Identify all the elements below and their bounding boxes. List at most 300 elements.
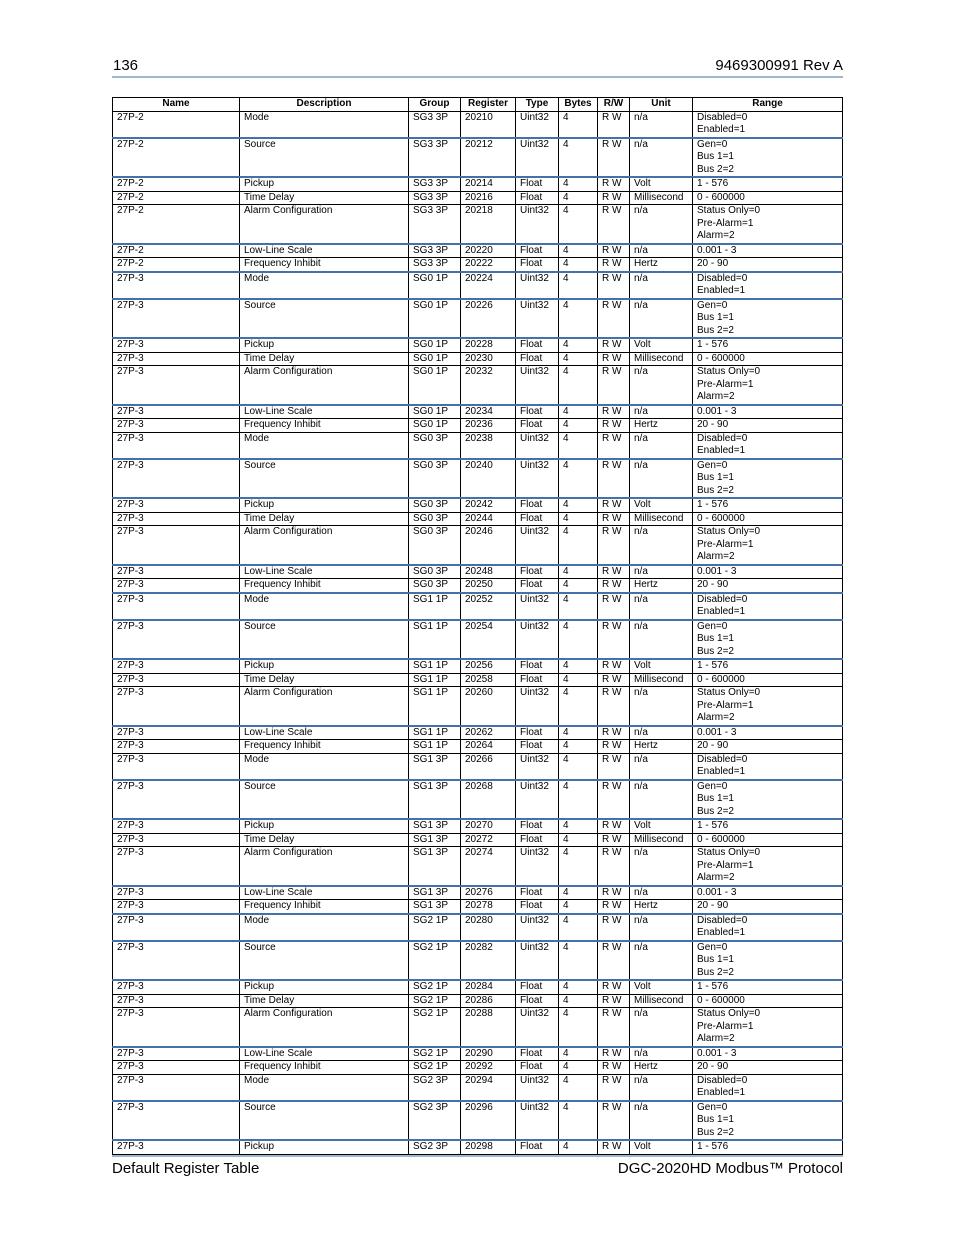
cell-range: Status Only=0 Pre-Alarm=1 Alarm=2 (693, 526, 843, 565)
column-header: Bytes (559, 98, 598, 112)
cell-group: SG2 1P (409, 980, 461, 994)
cell-range: 20 - 90 (693, 258, 843, 272)
cell-register: 20252 (461, 593, 516, 620)
cell-group: SG2 1P (409, 941, 461, 981)
cell-name: 27P-3 (113, 338, 240, 352)
table-row (113, 366, 843, 405)
cell-bytes: 4 (559, 205, 598, 244)
cell-register: 20274 (461, 847, 516, 886)
cell-name: 27P-3 (113, 914, 240, 941)
cell-rw: R W (598, 1074, 630, 1101)
cell-bytes: 4 (559, 994, 598, 1008)
cell-register: 20240 (461, 459, 516, 499)
cell-bytes: 4 (559, 753, 598, 780)
cell-register: 20226 (461, 299, 516, 339)
cell-bytes: 4 (559, 740, 598, 754)
cell-type: Float (516, 726, 559, 740)
cell-register: 20270 (461, 819, 516, 833)
cell-type: Float (516, 1140, 559, 1154)
cell-type: Uint32 (516, 687, 559, 726)
cell-range: 0.001 - 3 (693, 244, 843, 258)
cell-range: Status Only=0 Pre-Alarm=1 Alarm=2 (693, 1008, 843, 1047)
cell-name: 27P-3 (113, 565, 240, 579)
table-row (113, 405, 843, 419)
cell-group: SG1 3P (409, 847, 461, 886)
cell-range: Gen=0 Bus 1=1 Bus 2=2 (693, 941, 843, 981)
cell-type: Float (516, 579, 559, 593)
page-number: 136 (113, 57, 139, 74)
cell-bytes: 4 (559, 579, 598, 593)
cell-description: Mode (240, 432, 409, 459)
table-row (113, 740, 843, 754)
cell-unit: Volt (630, 659, 693, 673)
cell-name: 27P-3 (113, 512, 240, 526)
cell-unit: n/a (630, 1101, 693, 1141)
cell-group: SG0 3P (409, 512, 461, 526)
cell-rw: R W (598, 740, 630, 754)
cell-bytes: 4 (559, 111, 598, 138)
cell-rw: R W (598, 1008, 630, 1047)
table-row (113, 565, 843, 579)
cell-range: 1 - 576 (693, 659, 843, 673)
cell-description: Low-Line Scale (240, 565, 409, 579)
cell-register: 20262 (461, 726, 516, 740)
cell-register: 20246 (461, 526, 516, 565)
cell-unit: n/a (630, 459, 693, 499)
cell-register: 20282 (461, 941, 516, 981)
table-row (113, 819, 843, 833)
table-header-row (113, 98, 843, 112)
cell-description: Time Delay (240, 994, 409, 1008)
cell-group: SG1 3P (409, 819, 461, 833)
cell-unit: n/a (630, 111, 693, 138)
cell-unit: n/a (630, 1074, 693, 1101)
cell-name: 27P-2 (113, 177, 240, 191)
table-row (113, 205, 843, 244)
cell-group: SG2 1P (409, 914, 461, 941)
cell-unit: n/a (630, 244, 693, 258)
cell-rw: R W (598, 366, 630, 405)
cell-description: Frequency Inhibit (240, 1061, 409, 1075)
cell-description: Alarm Configuration (240, 205, 409, 244)
cell-range: Disabled=0 Enabled=1 (693, 272, 843, 299)
cell-register: 20276 (461, 886, 516, 900)
cell-group: SG0 1P (409, 299, 461, 339)
cell-unit: n/a (630, 726, 693, 740)
cell-range: 0 - 600000 (693, 191, 843, 205)
cell-register: 20238 (461, 432, 516, 459)
cell-description: Frequency Inhibit (240, 419, 409, 433)
cell-description: Pickup (240, 177, 409, 191)
cell-group: SG0 1P (409, 272, 461, 299)
cell-register: 20242 (461, 498, 516, 512)
cell-bytes: 4 (559, 352, 598, 366)
cell-register: 20232 (461, 366, 516, 405)
cell-description: Mode (240, 272, 409, 299)
table-row (113, 299, 843, 339)
cell-range: 20 - 90 (693, 1061, 843, 1075)
cell-description: Low-Line Scale (240, 1047, 409, 1061)
cell-unit: n/a (630, 593, 693, 620)
cell-rw: R W (598, 1061, 630, 1075)
cell-group: SG2 3P (409, 1074, 461, 1101)
cell-rw: R W (598, 459, 630, 499)
cell-unit: Millisecond (630, 191, 693, 205)
cell-name: 27P-2 (113, 191, 240, 205)
cell-group: SG3 3P (409, 258, 461, 272)
cell-group: SG0 1P (409, 366, 461, 405)
cell-range: 20 - 90 (693, 740, 843, 754)
cell-bytes: 4 (559, 512, 598, 526)
cell-description: Low-Line Scale (240, 726, 409, 740)
cell-unit: n/a (630, 1008, 693, 1047)
cell-description: Alarm Configuration (240, 687, 409, 726)
table-row (113, 1101, 843, 1141)
cell-group: SG1 1P (409, 673, 461, 687)
cell-type: Uint32 (516, 299, 559, 339)
cell-name: 27P-3 (113, 579, 240, 593)
column-header: Description (240, 98, 409, 112)
cell-bytes: 4 (559, 941, 598, 981)
cell-rw: R W (598, 780, 630, 820)
cell-type: Float (516, 659, 559, 673)
cell-description: Source (240, 138, 409, 178)
cell-description: Frequency Inhibit (240, 900, 409, 914)
cell-description: Source (240, 459, 409, 499)
cell-bytes: 4 (559, 366, 598, 405)
cell-register: 20278 (461, 900, 516, 914)
cell-name: 27P-3 (113, 900, 240, 914)
cell-bytes: 4 (559, 833, 598, 847)
cell-range: Status Only=0 Pre-Alarm=1 Alarm=2 (693, 687, 843, 726)
table-row (113, 419, 843, 433)
cell-unit: n/a (630, 432, 693, 459)
cell-name: 27P-3 (113, 687, 240, 726)
cell-type: Float (516, 177, 559, 191)
cell-type: Float (516, 352, 559, 366)
cell-register: 20210 (461, 111, 516, 138)
cell-range: 0 - 600000 (693, 352, 843, 366)
cell-range: Disabled=0 Enabled=1 (693, 432, 843, 459)
cell-group: SG1 1P (409, 659, 461, 673)
cell-unit: n/a (630, 914, 693, 941)
cell-register: 20222 (461, 258, 516, 272)
cell-group: SG2 3P (409, 1101, 461, 1141)
cell-group: SG2 1P (409, 994, 461, 1008)
cell-type: Uint32 (516, 914, 559, 941)
cell-register: 20284 (461, 980, 516, 994)
cell-group: SG3 3P (409, 111, 461, 138)
cell-unit: n/a (630, 620, 693, 660)
cell-name: 27P-3 (113, 593, 240, 620)
cell-name: 27P-3 (113, 753, 240, 780)
cell-bytes: 4 (559, 338, 598, 352)
cell-rw: R W (598, 620, 630, 660)
cell-range: 20 - 90 (693, 579, 843, 593)
table-row (113, 579, 843, 593)
cell-rw: R W (598, 419, 630, 433)
cell-group: SG3 3P (409, 138, 461, 178)
cell-range: 1 - 576 (693, 1140, 843, 1154)
cell-bytes: 4 (559, 565, 598, 579)
cell-description: Pickup (240, 980, 409, 994)
cell-description: Frequency Inhibit (240, 258, 409, 272)
cell-unit: n/a (630, 753, 693, 780)
cell-type: Float (516, 819, 559, 833)
cell-rw: R W (598, 914, 630, 941)
cell-register: 20288 (461, 1008, 516, 1047)
cell-description: Time Delay (240, 191, 409, 205)
table-row (113, 886, 843, 900)
cell-type: Float (516, 338, 559, 352)
cell-range: 20 - 90 (693, 900, 843, 914)
cell-rw: R W (598, 526, 630, 565)
cell-name: 27P-3 (113, 1008, 240, 1047)
cell-name: 27P-3 (113, 405, 240, 419)
cell-rw: R W (598, 941, 630, 981)
cell-unit: Volt (630, 177, 693, 191)
cell-unit: Hertz (630, 579, 693, 593)
cell-group: SG0 3P (409, 498, 461, 512)
cell-bytes: 4 (559, 659, 598, 673)
cell-register: 20224 (461, 272, 516, 299)
cell-bytes: 4 (559, 914, 598, 941)
cell-group: SG2 1P (409, 1008, 461, 1047)
cell-description: Alarm Configuration (240, 1008, 409, 1047)
table-row (113, 780, 843, 820)
cell-bytes: 4 (559, 459, 598, 499)
cell-bytes: 4 (559, 687, 598, 726)
cell-bytes: 4 (559, 847, 598, 886)
cell-group: SG3 3P (409, 244, 461, 258)
cell-type: Uint32 (516, 753, 559, 780)
cell-register: 20250 (461, 579, 516, 593)
table-row (113, 512, 843, 526)
cell-register: 20256 (461, 659, 516, 673)
cell-type: Uint32 (516, 138, 559, 178)
column-header: Register (461, 98, 516, 112)
cell-register: 20258 (461, 673, 516, 687)
cell-type: Float (516, 512, 559, 526)
column-header: Name (113, 98, 240, 112)
cell-register: 20248 (461, 565, 516, 579)
cell-name: 27P-3 (113, 819, 240, 833)
cell-name: 27P-3 (113, 740, 240, 754)
cell-name: 27P-2 (113, 244, 240, 258)
table-row (113, 111, 843, 138)
cell-group: SG2 3P (409, 1140, 461, 1154)
cell-description: Pickup (240, 819, 409, 833)
table-row (113, 258, 843, 272)
cell-name: 27P-2 (113, 205, 240, 244)
cell-register: 20244 (461, 512, 516, 526)
cell-bytes: 4 (559, 980, 598, 994)
cell-rw: R W (598, 833, 630, 847)
cell-description: Alarm Configuration (240, 526, 409, 565)
cell-rw: R W (598, 138, 630, 178)
cell-rw: R W (598, 673, 630, 687)
cell-bytes: 4 (559, 177, 598, 191)
cell-rw: R W (598, 432, 630, 459)
table-row (113, 244, 843, 258)
cell-type: Uint32 (516, 459, 559, 499)
cell-register: 20234 (461, 405, 516, 419)
cell-description: Pickup (240, 659, 409, 673)
cell-bytes: 4 (559, 419, 598, 433)
cell-description: Source (240, 1101, 409, 1141)
cell-register: 20292 (461, 1061, 516, 1075)
cell-bytes: 4 (559, 1061, 598, 1075)
cell-bytes: 4 (559, 1101, 598, 1141)
cell-range: Gen=0 Bus 1=1 Bus 2=2 (693, 459, 843, 499)
cell-register: 20280 (461, 914, 516, 941)
page-header (112, 55, 843, 77)
cell-name: 27P-3 (113, 419, 240, 433)
table-row (113, 847, 843, 886)
cell-description: Mode (240, 1074, 409, 1101)
cell-register: 20290 (461, 1047, 516, 1061)
table-row (113, 338, 843, 352)
cell-group: SG1 1P (409, 740, 461, 754)
cell-unit: n/a (630, 847, 693, 886)
cell-bytes: 4 (559, 780, 598, 820)
cell-unit: n/a (630, 1047, 693, 1061)
cell-unit: n/a (630, 565, 693, 579)
cell-unit: n/a (630, 366, 693, 405)
cell-rw: R W (598, 847, 630, 886)
cell-rw: R W (598, 593, 630, 620)
cell-group: SG1 1P (409, 687, 461, 726)
cell-name: 27P-2 (113, 111, 240, 138)
cell-name: 27P-3 (113, 1140, 240, 1154)
cell-register: 20296 (461, 1101, 516, 1141)
table-row (113, 138, 843, 178)
cell-rw: R W (598, 272, 630, 299)
cell-type: Uint32 (516, 111, 559, 138)
cell-description: Time Delay (240, 673, 409, 687)
cell-unit: n/a (630, 941, 693, 981)
cell-unit: Millisecond (630, 833, 693, 847)
cell-bytes: 4 (559, 299, 598, 339)
cell-bytes: 4 (559, 526, 598, 565)
cell-description: Pickup (240, 498, 409, 512)
column-header: R/W (598, 98, 630, 112)
cell-name: 27P-3 (113, 620, 240, 660)
cell-name: 27P-3 (113, 941, 240, 981)
cell-unit: Volt (630, 1140, 693, 1154)
cell-bytes: 4 (559, 432, 598, 459)
column-header: Group (409, 98, 461, 112)
cell-group: SG1 1P (409, 726, 461, 740)
cell-group: SG0 3P (409, 579, 461, 593)
cell-type: Uint32 (516, 593, 559, 620)
cell-type: Uint32 (516, 1008, 559, 1047)
table-row (113, 526, 843, 565)
cell-range: Disabled=0 Enabled=1 (693, 914, 843, 941)
cell-rw: R W (598, 726, 630, 740)
cell-name: 27P-3 (113, 272, 240, 299)
cell-rw: R W (598, 1140, 630, 1154)
cell-type: Float (516, 900, 559, 914)
cell-type: Uint32 (516, 780, 559, 820)
cell-type: Float (516, 994, 559, 1008)
table-row (113, 673, 843, 687)
cell-type: Uint32 (516, 432, 559, 459)
cell-name: 27P-3 (113, 886, 240, 900)
cell-unit: Hertz (630, 258, 693, 272)
cell-type: Float (516, 673, 559, 687)
cell-register: 20236 (461, 419, 516, 433)
cell-group: SG0 3P (409, 565, 461, 579)
cell-range: 0.001 - 3 (693, 1047, 843, 1061)
cell-name: 27P-3 (113, 1074, 240, 1101)
cell-unit: Volt (630, 819, 693, 833)
cell-range: Gen=0 Bus 1=1 Bus 2=2 (693, 780, 843, 820)
cell-rw: R W (598, 1101, 630, 1141)
cell-rw: R W (598, 565, 630, 579)
cell-range: 1 - 576 (693, 177, 843, 191)
cell-bytes: 4 (559, 138, 598, 178)
cell-description: Mode (240, 111, 409, 138)
table-row (113, 191, 843, 205)
cell-rw: R W (598, 886, 630, 900)
cell-type: Uint32 (516, 1101, 559, 1141)
cell-name: 27P-3 (113, 980, 240, 994)
cell-unit: n/a (630, 526, 693, 565)
table-row (113, 833, 843, 847)
table-row (113, 177, 843, 191)
cell-description: Time Delay (240, 833, 409, 847)
cell-range: 1 - 576 (693, 338, 843, 352)
cell-rw: R W (598, 579, 630, 593)
table-row (113, 687, 843, 726)
cell-range: Status Only=0 Pre-Alarm=1 Alarm=2 (693, 205, 843, 244)
cell-register: 20230 (461, 352, 516, 366)
cell-type: Uint32 (516, 205, 559, 244)
cell-name: 27P-3 (113, 673, 240, 687)
cell-rw: R W (598, 753, 630, 780)
cell-group: SG1 3P (409, 833, 461, 847)
cell-group: SG1 3P (409, 886, 461, 900)
cell-range: Disabled=0 Enabled=1 (693, 111, 843, 138)
cell-description: Alarm Configuration (240, 366, 409, 405)
table-row (113, 1140, 843, 1154)
cell-group: SG2 1P (409, 1061, 461, 1075)
cell-name: 27P-3 (113, 726, 240, 740)
table-row (113, 914, 843, 941)
table-row (113, 1008, 843, 1047)
table-row (113, 498, 843, 512)
table-row (113, 753, 843, 780)
cell-description: Time Delay (240, 512, 409, 526)
table-row (113, 593, 843, 620)
cell-register: 20294 (461, 1074, 516, 1101)
cell-range: 1 - 576 (693, 980, 843, 994)
cell-rw: R W (598, 111, 630, 138)
cell-rw: R W (598, 177, 630, 191)
cell-description: Low-Line Scale (240, 405, 409, 419)
cell-type: Uint32 (516, 1074, 559, 1101)
cell-register: 20220 (461, 244, 516, 258)
cell-range: Status Only=0 Pre-Alarm=1 Alarm=2 (693, 847, 843, 886)
cell-bytes: 4 (559, 272, 598, 299)
cell-name: 27P-3 (113, 1101, 240, 1141)
cell-range: 0.001 - 3 (693, 886, 843, 900)
cell-register: 20218 (461, 205, 516, 244)
cell-unit: n/a (630, 138, 693, 178)
column-header: Range (693, 98, 843, 112)
cell-unit: n/a (630, 780, 693, 820)
